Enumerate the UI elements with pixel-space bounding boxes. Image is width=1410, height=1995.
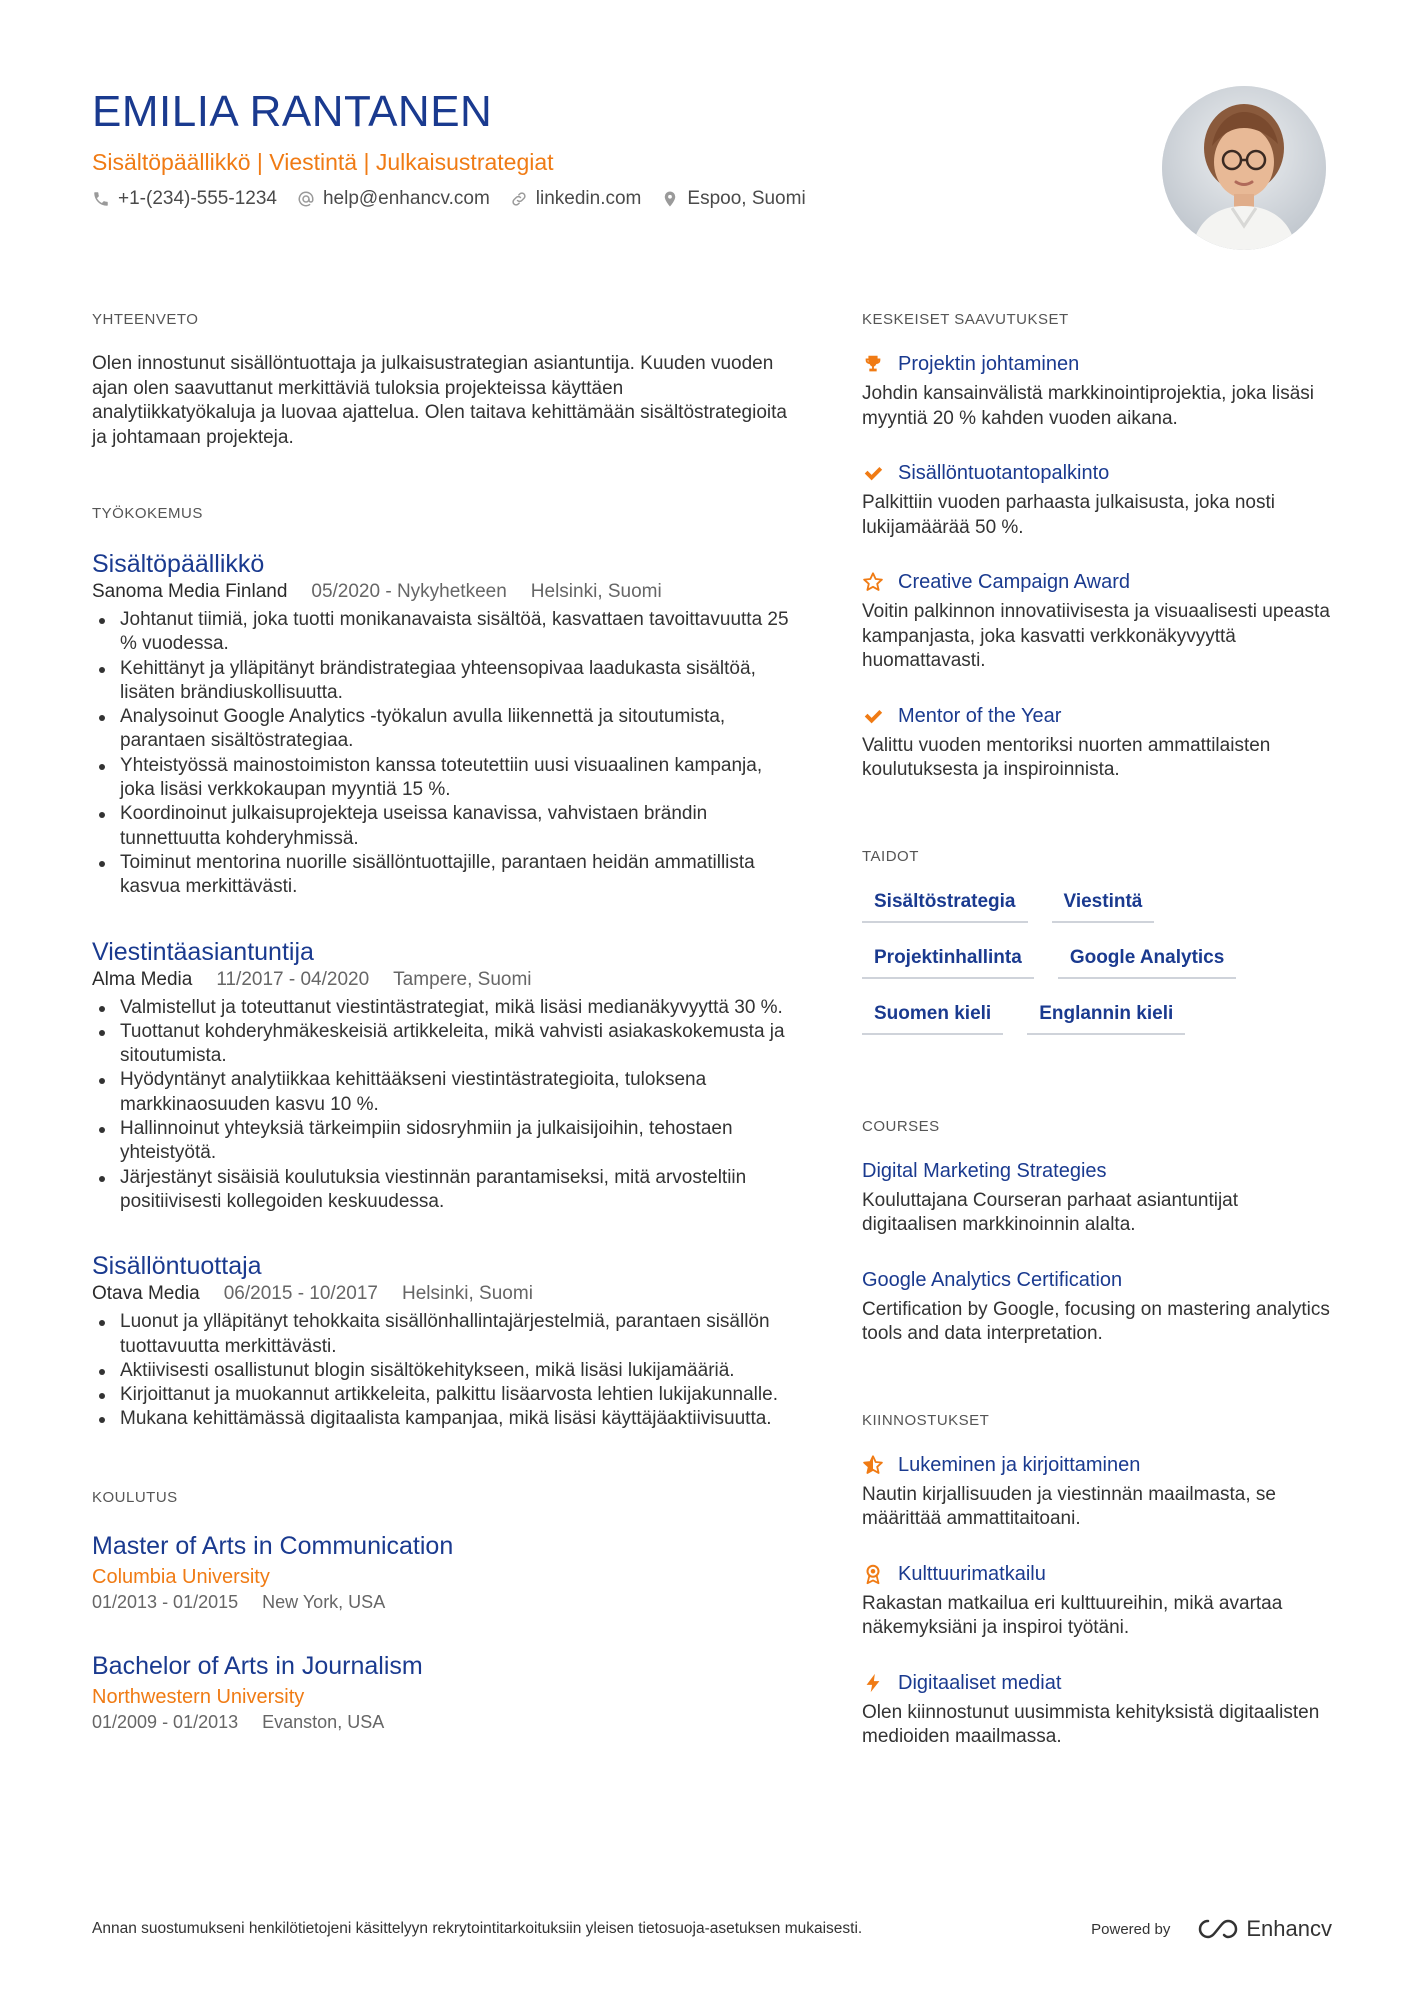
company-name: Alma Media [92, 968, 193, 990]
footer [92, 1916, 1332, 1942]
phone-icon [92, 190, 110, 208]
medal-icon [862, 1563, 884, 1585]
section-title: KOULUTUS [92, 1488, 178, 1506]
achievement-item [862, 459, 1332, 540]
check-icon [862, 462, 884, 484]
job-title: Sisältöpäällikkö [92, 550, 265, 578]
achievement-item [862, 350, 1332, 431]
gdpr-consent: Annan suostumukseni henkilötietojeni käsittelyyn rekrytointitarkoituksiin yleisen tietosuoja-asetuksen mukaisesti. [92, 1920, 863, 1937]
enhancv-logo[interactable] [1196, 1916, 1332, 1942]
achievement-item [862, 568, 1332, 674]
bolt-icon [862, 1672, 884, 1694]
interest-title: Kulttuurimatkailu [898, 1562, 1046, 1585]
linkedin-text: linkedin.com [535, 188, 642, 209]
job-meta [92, 1282, 792, 1306]
job-entry [92, 1250, 792, 1431]
section-title: TYÖKOKEMUS [92, 505, 203, 522]
star-half-icon [862, 1454, 884, 1476]
right-column [862, 310, 1332, 1750]
interest-title: Digitaaliset mediat [898, 1671, 1062, 1694]
bullet-item: Mukana kehittämässä digitaalista kampanjaa, mikä lisäsi käyttäjäaktiivisuutta. [92, 1407, 792, 1431]
job-meta [92, 968, 792, 992]
bullet-item: Kirjoittanut ja muokannut artikkeleita, palkittu lisäarvosta lehtien lukijakunnalle. [92, 1383, 792, 1407]
company-name: Sanoma Media Finland [92, 581, 288, 602]
tagline: Sisältöpäällikkö | Viestintä | Julkaisustrategiat [92, 149, 554, 175]
achievement-title: Mentor of the Year [898, 704, 1062, 727]
achievement-desc: Palkittiin vuoden parhaasta julkaisusta, joka nosti lukijamäärää 50 %. [862, 492, 1275, 538]
bullet-item: Valmistellut ja toteuttanut viestintästrategiat, mikä lisäsi medianäkyvyyttä 30 %. [92, 996, 792, 1020]
education-location: New York, USA [262, 1591, 386, 1612]
candidate-name: EMILIA RANTANEN [92, 87, 493, 136]
job-meta [92, 580, 792, 604]
job-dates: 11/2017 - 04/2020 [216, 968, 370, 990]
section-title: YHTEENVETO [92, 311, 199, 328]
portrait-image [1162, 86, 1326, 250]
interests-section [862, 1411, 1332, 1750]
infinity-logo-icon [1196, 1917, 1240, 1941]
job-location: Helsinki, Suomi [401, 1283, 533, 1305]
star-icon [862, 571, 884, 593]
skills-list [862, 889, 1332, 923]
education-entry [92, 1650, 792, 1734]
education-section [92, 1488, 792, 1734]
skill-tag: Google Analytics [1058, 945, 1237, 979]
bullet-item: Tuottanut kohderyhmäkeskeisiä artikkeleita, mikä vahvisti asiakaskokemusta ja sitoutumista. [92, 1020, 792, 1069]
bullet-item: Toiminut mentorina nuorille sisällöntuottajille, parantaen heidän ammatillista kasvua merkittävästi. [92, 851, 792, 900]
bullet-item: Yhteistyössä mainostoimiston kanssa toteutettiin uusi visuaalinen kampanja, joka lisäsi verkkokaupan myyntiä 15 %. [92, 754, 792, 803]
job-dates: 06/2015 - 10/2017 [223, 1283, 378, 1305]
job-bullets [92, 608, 792, 900]
course-desc: Kouluttajana Courseran parhaat asiantuntijat digitaalisen markkinoinnin alalta. [862, 1189, 1239, 1235]
trophy-icon [862, 353, 884, 375]
education-entry [92, 1530, 792, 1614]
education-meta [92, 1710, 792, 1734]
phone-text: +1-(234)-555-1234 [118, 188, 277, 209]
experience-section [92, 504, 792, 1432]
bullet-item: Johtanut tiimiä, joka tuotti monikanavaista sisältöä, kasvattaen tavoittavuutta 25 % vuodessa. [92, 608, 792, 657]
degree-title: Bachelor of Arts in Journalism [92, 1651, 423, 1680]
section-title: COURSES [862, 1117, 940, 1135]
interest-item [862, 1451, 1332, 1532]
section-title: KESKEISET SAAVUTUKSET [862, 311, 1069, 328]
link-icon [510, 190, 528, 208]
skills-list [862, 945, 1332, 979]
interest-desc: Olen kiinnostunut uusimmista kehityksistä digitaalisten medioiden maailmassa. [862, 1701, 1320, 1747]
interest-item [862, 1560, 1332, 1641]
job-entry [92, 936, 792, 1215]
profile-photo [1162, 86, 1326, 250]
education-location: Evanston, USA [262, 1711, 385, 1732]
skill-tag: Projektinhallinta [862, 945, 1034, 979]
contact-email[interactable] [297, 188, 490, 210]
course-item [862, 1157, 1332, 1238]
achievement-desc: Voitin palkinnon innovatiivisesta ja visuaalisesti upeasta kampanjasta, joka kasvatti verkkonäkyvyyttä huomattavasti. [862, 601, 1330, 671]
interest-item [862, 1669, 1332, 1750]
course-title: Google Analytics Certification [862, 1268, 1123, 1291]
achievement-title: Creative Campaign Award [898, 571, 1130, 593]
location-pin-icon [661, 190, 679, 208]
job-bullets [92, 996, 792, 1215]
company-name: Otava Media [92, 1283, 200, 1305]
bullet-item: Luonut ja ylläpitänyt tehokkaita sisällönhallintajärjestelmiä, parantaen sisällön tuottavuutta merkittävästi. [92, 1310, 792, 1359]
section-title: KIINNOSTUKSET [862, 1411, 990, 1429]
bullet-item: Hyödyntänyt analytiikkaa kehittääkseni viestintästrategioita, tuloksena markkinaosuuden kasvu 10 %. [92, 1068, 792, 1117]
courses-section [862, 1117, 1332, 1347]
job-location: Helsinki, Suomi [530, 581, 662, 602]
course-item [862, 1266, 1332, 1347]
email-text: help@enhancv.com [322, 188, 490, 209]
left-column [92, 310, 792, 1734]
bullet-item: Analysoinut Google Analytics -työkalun avulla liikennettä ja sitoutumista, parantaen sisältöstrategiaa. [92, 705, 792, 754]
education-dates: 01/2013 - 01/2015 [92, 1591, 239, 1612]
job-title: Viestintäasiantuntija [92, 937, 314, 966]
skills-list [862, 1001, 1332, 1035]
skill-tag: Suomen kieli [862, 1001, 1003, 1035]
check-icon [862, 705, 884, 727]
job-dates: 05/2020 - Nykyhetkeen [311, 581, 507, 602]
interest-title: Lukeminen ja kirjoittaminen [898, 1453, 1141, 1476]
achievement-desc: Johdin kansainvälistä markkinointiprojektia, joka lisäsi myyntiä 20 % kahden vuoden aikana. [862, 383, 1314, 429]
contact-phone [92, 188, 277, 210]
brand-name: Enhancv [1246, 1916, 1332, 1941]
achievement-item [862, 702, 1332, 783]
contact-linkedin[interactable] [510, 188, 642, 210]
course-desc: Certification by Google, focusing on mastering analytics tools and data interpretation. [862, 1298, 1330, 1344]
bullet-item: Koordinoinut julkaisuprojekteja useissa kanavissa, vahvistaen brändin tunnettuutta kohderyhmissä. [92, 802, 792, 851]
summary-section [92, 310, 792, 450]
contact-location [661, 188, 805, 210]
achievement-title: Projektin johtaminen [898, 353, 1080, 375]
achievements-section [862, 310, 1332, 783]
section-title: TAIDOT [862, 847, 919, 865]
skill-tag: Viestintä [1052, 889, 1155, 923]
contact-row [92, 188, 1152, 210]
at-icon [297, 190, 315, 208]
bullet-item: Aktiivisesti osallistunut blogin sisältökehitykseen, mikä lisäsi lukijamääriä. [92, 1359, 792, 1383]
summary-text: Olen innostunut sisällöntuottaja ja julkaisustrategian asiantuntija. Kuuden vuoden ajan olen saavuttanut merkittäviä tuloksia projekteissa käyttäen analytiikkatyökaluja ja luovaa ajattelua. Olen taitava kehittämään sisältöstrategioita ja johtamaan projekteja. [92, 353, 787, 448]
job-location: Tampere, Suomi [393, 968, 532, 990]
job-title: Sisällöntuottaja [92, 1252, 262, 1281]
education-dates: 01/2009 - 01/2013 [92, 1711, 239, 1732]
job-bullets [92, 1310, 792, 1431]
course-title: Digital Marketing Strategies [862, 1159, 1107, 1182]
school-name: Northwestern University [92, 1685, 305, 1708]
bullet-item: Hallinnoinut yhteyksiä tärkeimpiin sidosryhmiin ja julkaisijoihin, tehostaen yhteistyötä. [92, 1117, 792, 1166]
school-name: Columbia University [92, 1565, 270, 1588]
skill-tag: Sisältöstrategia [862, 889, 1028, 923]
job-entry [92, 548, 792, 900]
achievement-desc: Valittu vuoden mentoriksi nuorten ammattilaisten koulutuksesta ja inspiroinnista. [862, 734, 1271, 780]
powered-by [1091, 1916, 1332, 1942]
degree-title: Master of Arts in Communication [92, 1531, 454, 1560]
skill-tag: Englannin kieli [1027, 1001, 1185, 1035]
interest-desc: Rakastan matkailua eri kulttuureihin, mikä avartaa näkemyksiäni ja inspiroi työtäni. [862, 1592, 1283, 1638]
location-text: Espoo, Suomi [687, 188, 806, 209]
powered-by-label: Powered by [1091, 1920, 1171, 1938]
education-meta [92, 1590, 792, 1614]
interest-desc: Nautin kirjallisuuden ja viestinnän maailmasta, se määrittää ammattitaitoani. [862, 1483, 1276, 1529]
bullet-item: Kehittänyt ja ylläpitänyt brändistrategiaa yhteensopivaa laadukasta sisältöä, lisäten brändiuskollisuutta. [92, 657, 792, 706]
header [92, 84, 1152, 210]
achievement-title: Sisällöntuotantopalkinto [898, 462, 1110, 484]
skills-section [862, 847, 1332, 1035]
bullet-item: Järjestänyt sisäisiä koulutuksia viestinnän parantamiseksi, mitä arvosteltiin positiivisesti kollegoiden keskuudessa. [92, 1166, 792, 1215]
